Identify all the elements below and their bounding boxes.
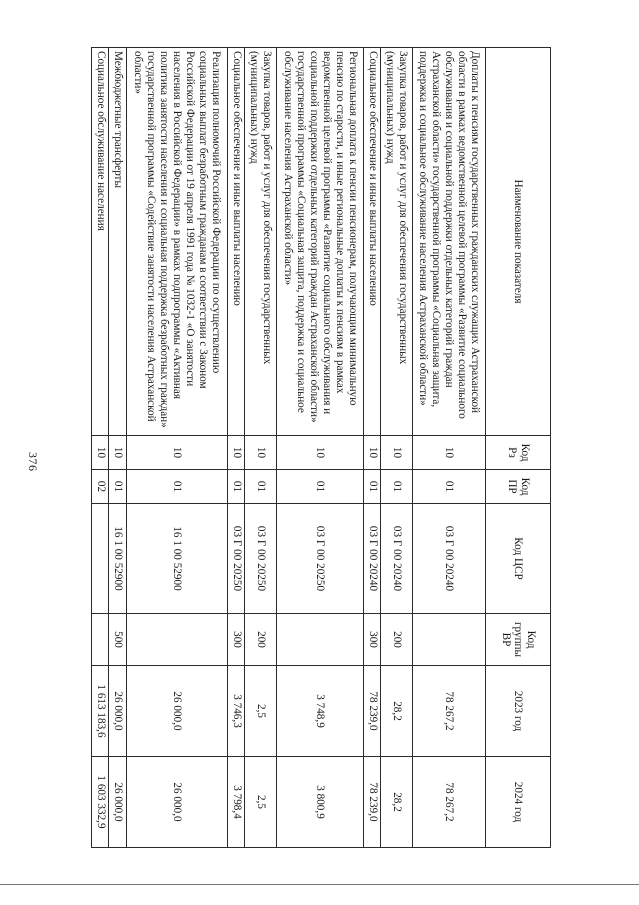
- row-rz: 10: [412, 436, 485, 470]
- row-2024: 2,5: [245, 757, 276, 848]
- row-name: Региональная доплата к пенсии пенсионерам, получающим минимальную пенсию по старости, и иные региональные доплаты к пенсиям в рамках ведомственной целевой программы «Развитие социального обслуживания и социальной поддержки отдельных категорий граждан Астраханской области» государственной программы «Социальная защита, поддержка и социальное обслуживание населения Астраханской области»: [276, 48, 363, 436]
- row-2023: 3 748,9: [276, 666, 363, 757]
- table-row: [126, 48, 227, 848]
- row-pr: 01: [109, 470, 126, 504]
- row-rz: 10: [276, 436, 363, 470]
- row-pr: 01: [276, 470, 363, 504]
- row-2023: 26 000,0: [109, 666, 126, 757]
- header-name: Наименование показателя: [486, 48, 551, 436]
- row-csr: 03 Г 00 20250: [276, 504, 363, 614]
- row-2024: 78 267,2: [412, 757, 485, 848]
- table-row: [412, 48, 485, 848]
- row-2024: 28,2: [381, 757, 412, 848]
- header-row: [486, 48, 551, 848]
- row-name: Реализация полномочий Российской Федерации по осуществлению социальных выплат безработным гражданам в соответствии с Законом Российской Федерации от 19 апреля 1991 года № 1032-1 «О занятости населения в Российской Федерации» в рамках подпрограммы «Активная политика занятости населения и социальная поддержка безработных граждан» государственной программы «Содействие занятости населения Астраханской области»: [126, 48, 227, 436]
- row-2023: 28,2: [381, 666, 412, 757]
- row-2024: 3 800,9: [276, 757, 363, 848]
- row-pr: 01: [228, 470, 245, 504]
- header-csr: Код ЦСР: [486, 504, 551, 614]
- row-vr: [126, 614, 227, 666]
- row-pr: 01: [381, 470, 412, 504]
- header-pr: Код ПР: [486, 470, 551, 504]
- table-row: [109, 48, 126, 848]
- row-csr: 03 Г 00 20250: [228, 504, 245, 614]
- row-2023: 1 613 183,6: [92, 666, 109, 757]
- row-vr: 300: [228, 614, 245, 666]
- row-name: Закупка товаров, работ и услуг для обеспечения государственных (муниципальных) нужд: [381, 48, 412, 436]
- row-csr: 16 1 00 52900: [126, 504, 227, 614]
- row-csr: 03 Г 00 20240: [381, 504, 412, 614]
- row-csr: [92, 504, 109, 614]
- row-csr: 16 1 00 52900: [109, 504, 126, 614]
- table-row: [381, 48, 412, 848]
- row-rz: 10: [109, 436, 126, 470]
- row-vr: 300: [364, 614, 381, 666]
- row-vr: 200: [245, 614, 276, 666]
- row-rz: 10: [92, 436, 109, 470]
- row-2023: 2,5: [245, 666, 276, 757]
- row-name: Доплаты к пенсиям государственных гражданских служащих Астраханской области в рамках ведомственной целевой программы «Развитие социального обслуживания и социальной поддержки отдельных категорий граждан Астраханской области» государственной программы «Социальная защита, поддержка и социальное обслуживание населения Астраханской области»: [412, 48, 485, 436]
- table-row: [245, 48, 276, 848]
- header-2024: 2024 год: [486, 757, 551, 848]
- budget-table: [91, 47, 551, 848]
- row-vr: [412, 614, 485, 666]
- row-rz: 10: [228, 436, 245, 470]
- header-2023: 2023 год: [486, 666, 551, 757]
- table-row: [276, 48, 363, 848]
- row-name: Закупка товаров, работ и услуг для обеспечения государственных (муниципальных) нужд: [245, 48, 276, 436]
- row-2024: 26 000,0: [109, 757, 126, 848]
- table-row: [228, 48, 245, 848]
- row-rz: 10: [381, 436, 412, 470]
- row-pr: 01: [364, 470, 381, 504]
- row-name: Социальное обеспечение и иные выплаты населению: [228, 48, 245, 436]
- row-rz: 10: [126, 436, 227, 470]
- row-name: Социальное обслуживание населения: [92, 48, 109, 436]
- page-bottom-rule: [0, 884, 639, 885]
- row-pr: 01: [245, 470, 276, 504]
- row-rz: 10: [364, 436, 381, 470]
- row-2024: 26 000,0: [126, 757, 227, 848]
- row-2024: 78 239,0: [364, 757, 381, 848]
- row-csr: 03 Г 00 20240: [412, 504, 485, 614]
- header-rz: Код Рз: [486, 436, 551, 470]
- row-2023: 3 746,3: [228, 666, 245, 757]
- row-vr: [92, 614, 109, 666]
- row-2023: 78 239,0: [364, 666, 381, 757]
- row-name: Социальное обеспечение и иные выплаты населению: [364, 48, 381, 436]
- row-csr: 03 Г 00 20240: [364, 504, 381, 614]
- page-number: 376: [26, 452, 40, 472]
- rotated-table-container: [91, 47, 551, 847]
- row-pr: 01: [126, 470, 227, 504]
- row-2024: 1 603 332,9: [92, 757, 109, 848]
- row-vr: 500: [109, 614, 126, 666]
- row-csr: 03 Г 00 20250: [245, 504, 276, 614]
- table-row: [92, 48, 109, 848]
- row-2024: 3 798,4: [228, 757, 245, 848]
- row-name: Межбюджетные трансферты: [109, 48, 126, 436]
- table-row: [364, 48, 381, 848]
- row-2023: 78 267,2: [412, 666, 485, 757]
- row-rz: 10: [245, 436, 276, 470]
- row-pr: 02: [92, 470, 109, 504]
- row-vr: 200: [381, 614, 412, 666]
- header-vr: Код группы ВР: [486, 614, 551, 666]
- row-pr: 01: [412, 470, 485, 504]
- row-2023: 26 000,0: [126, 666, 227, 757]
- row-vr: [276, 614, 363, 666]
